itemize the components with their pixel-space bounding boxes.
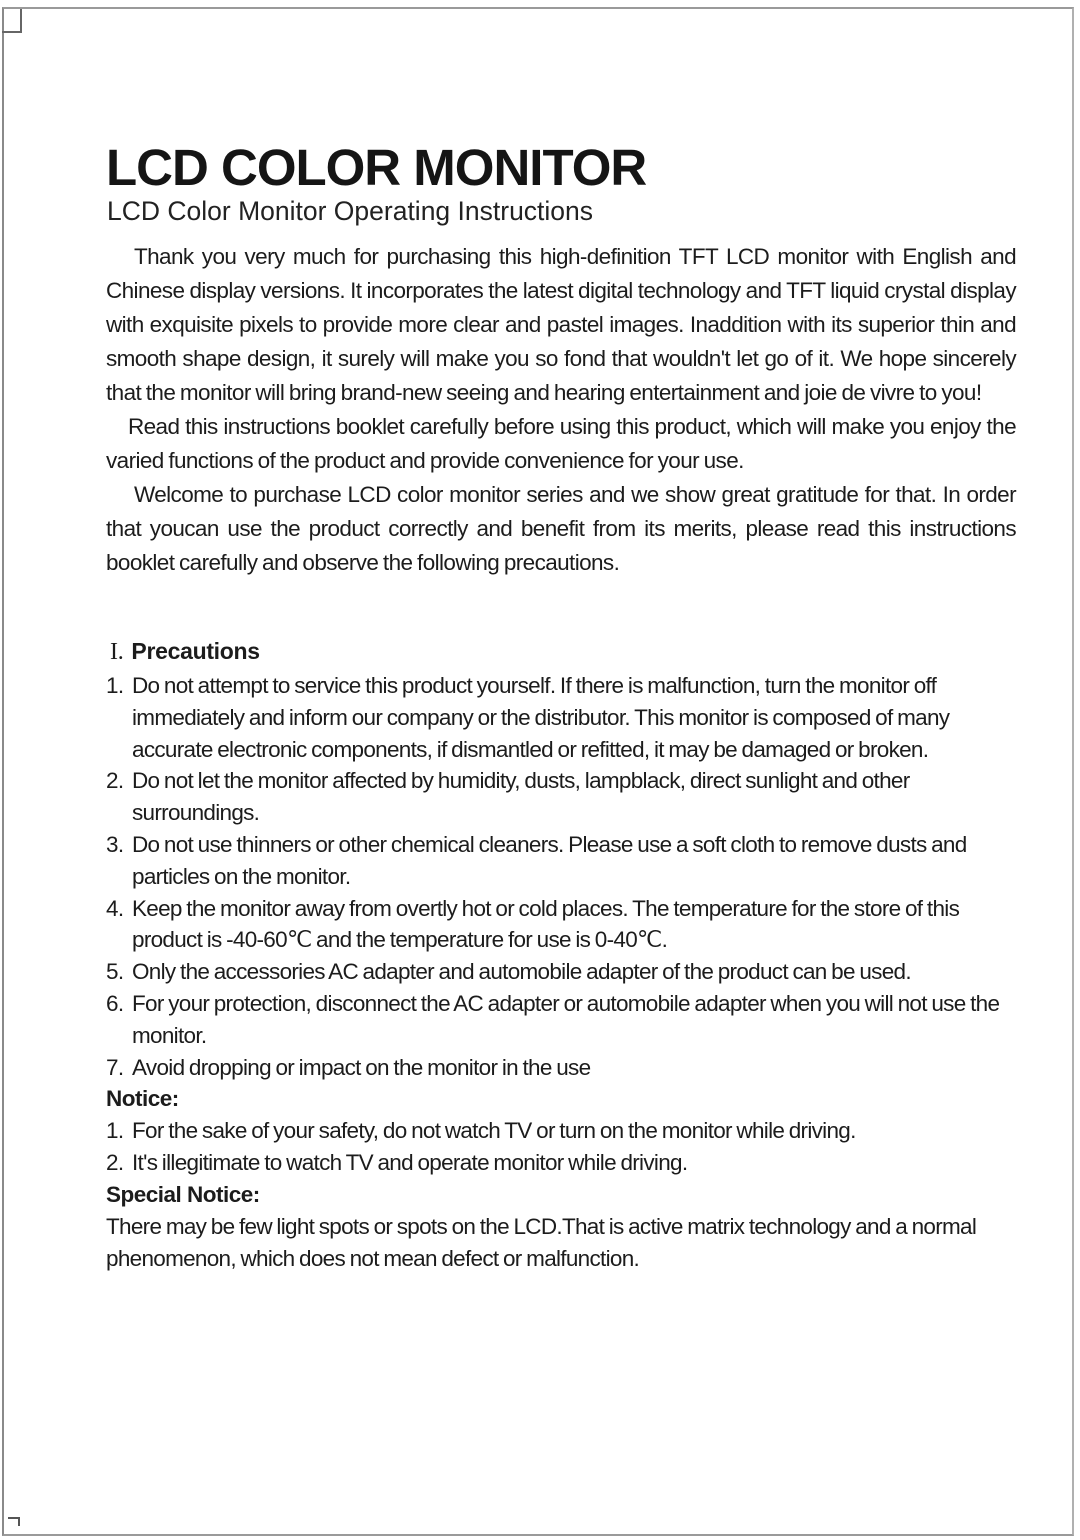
item-text: It's illegitimate to watch TV and operate monitor while driving. <box>132 1149 688 1175</box>
item-number: 2. <box>106 1149 124 1175</box>
notice-item <box>106 1115 1016 1147</box>
precautions-list <box>106 670 1016 1083</box>
item-text: Keep the monitor away from overtly hot or cold places. The temperature for the store of this product is -40-60℃ and the temperature for use is 0-40℃. <box>132 895 960 953</box>
precaution-item <box>106 829 1016 893</box>
intro-paragraph: Welcome to purchase LCD color monitor series and we show great gratitude for that. In order that youcan use the product correctly and benefit from its merits, please read this instructions booklet carefully and observe the following precautions. <box>106 482 1016 575</box>
precaution-item <box>106 765 1016 829</box>
special-notice-heading: Special Notice: <box>106 1181 260 1207</box>
precaution-item <box>106 670 1016 765</box>
item-number: 6. <box>106 990 124 1016</box>
item-number: 1. <box>106 1118 124 1144</box>
precaution-item <box>106 893 1016 957</box>
crop-mark-top-left <box>2 9 22 33</box>
item-text: Do not attempt to service this product yourself. If there is malfunction, turn the monitor off immediately and inform our company or the distributor. This monitor is composed of many accurate electronic components, if dismantled or refitted, it may be damaged or broken. <box>132 673 950 762</box>
item-number: 7. <box>106 1054 124 1080</box>
precaution-item <box>106 988 1016 1052</box>
item-text: Do not use thinners or other chemical cleaners. Please use a soft cloth to remove dusts and particles on the monitor. <box>132 831 967 889</box>
item-number: 4. <box>106 895 124 921</box>
section-title: Precautions <box>131 638 260 664</box>
crop-mark-bottom-left <box>8 1517 20 1526</box>
item-number: 2. <box>106 768 124 794</box>
item-number: 1. <box>106 673 124 698</box>
item-text: For the sake of your safety, do not watch TV or turn on the monitor while driving. <box>132 1118 856 1144</box>
item-text: Avoid dropping or impact on the monitor in the use <box>132 1054 591 1080</box>
notice-item <box>106 1147 1016 1179</box>
intro-paragraph: Read this instructions booklet carefully before using this product, which will make you enjoy the varied functions of the product and provide convenience for your use. <box>106 414 1016 473</box>
notice-heading: Notice: <box>106 1086 179 1112</box>
item-text: Only the accessories AC adapter and automobile adapter of the product can be used. <box>132 959 911 985</box>
page-content <box>106 140 1016 1275</box>
document-title: LCD COLOR MONITOR <box>106 139 647 196</box>
item-number: 5. <box>106 959 124 985</box>
item-text: For your protection, disconnect the AC adapter or automobile adapter when you will not use the monitor. <box>132 990 1000 1048</box>
notice-list <box>106 1115 1016 1179</box>
special-notice-text: There may be few light spots or spots on the LCD.That is active matrix technology and a normal phenomenon, which does not mean defect or malfunction. <box>106 1213 977 1271</box>
precaution-item <box>106 956 1016 988</box>
precaution-item <box>106 1052 1016 1084</box>
section-numeral: I. <box>110 639 124 665</box>
item-text: Do not let the monitor affected by humidity, dusts, lampblack, direct sunlight and other surroundings. <box>132 768 910 826</box>
document-subtitle: LCD Color Monitor Operating Instructions <box>107 196 594 226</box>
intro-paragraph: Thank you very much for purchasing this high-definition TFT LCD monitor with English and Chinese display versions. It incorporates the latest digital technology and TFT liquid crystal display with exquisite pixels to provide more clear and pastel images. Inaddition with its superior thin and smooth shape design, it surely will make you so fond that wouldn't let go of it. We hope sincerely that the monitor will bring brand-new seeing and hearing entertainment and joie de vivre to you! <box>106 244 1016 405</box>
precautions-heading <box>110 635 1016 668</box>
item-number: 3. <box>106 831 124 857</box>
